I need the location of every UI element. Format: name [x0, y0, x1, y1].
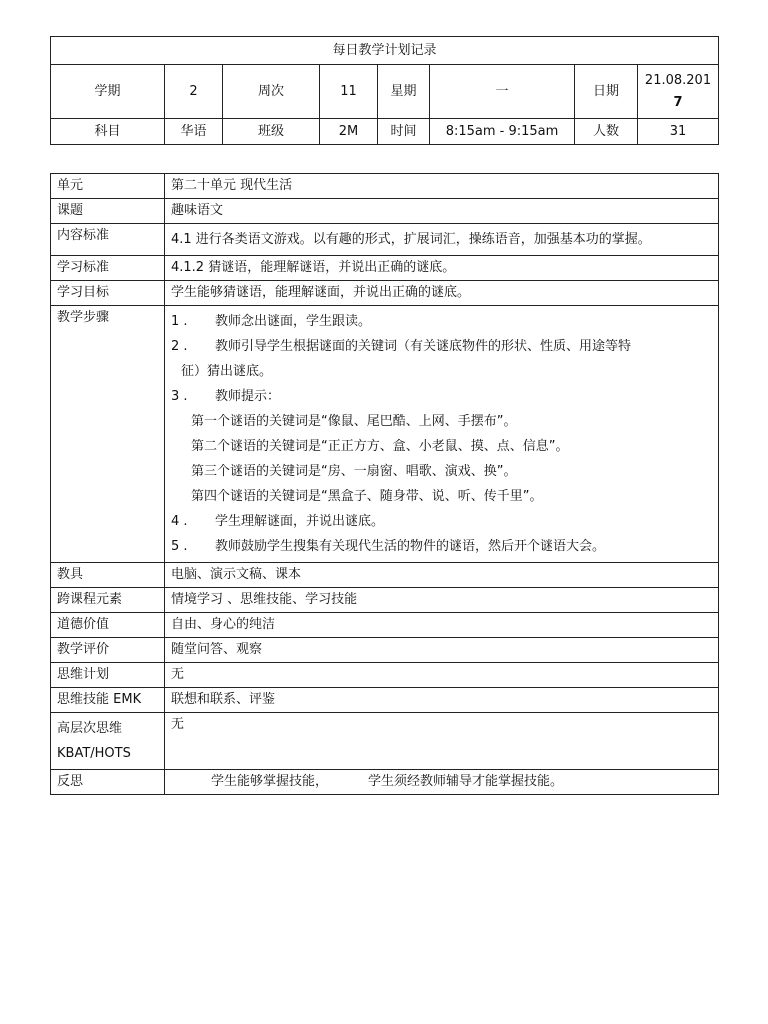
count-value: 31 — [638, 119, 719, 145]
date-value — [638, 65, 719, 119]
date-label: 日期 — [575, 65, 638, 119]
subject-value: 华语 — [165, 119, 223, 145]
cross-curricular-label: 跨课程元素 — [51, 588, 165, 613]
date-value-line2: 7 — [673, 94, 683, 110]
date-value-line1: 21.08.201 — [644, 72, 712, 88]
term-value: 2 — [165, 65, 223, 119]
step-text: 学生理解谜面，并说出谜底。 — [215, 514, 385, 529]
hint-line: 第二个谜语的关键词是“正正方方、盒、小老鼠、摸、点、信息”。 — [191, 439, 569, 454]
teaching-aids-value: 电脑、演示文稿、课本 — [165, 563, 719, 588]
step-text: 教师鼓励学生搜集有关现代生活的物件的谜语，然后开个谜语大会。 — [215, 539, 606, 554]
header-table — [50, 36, 719, 145]
moral-values-label: 道德价值 — [51, 613, 165, 638]
learning-standard-value: 4.1.2 猜谜语，能理解谜语，并说出正确的谜底。 — [165, 256, 719, 281]
time-value: 8:15am - 9:15am — [430, 119, 575, 145]
hots-value: 无 — [165, 713, 719, 770]
hint-line: 第四个谜语的关键词是“黑盒子、随身带、说、听、传千里”。 — [191, 489, 543, 504]
unit-label: 单元 — [51, 174, 165, 199]
thinking-plan-label: 思维计划 — [51, 663, 165, 688]
hots-label-line1: 高层次思维 — [57, 721, 123, 736]
cross-curricular-value: 情境学习 、思维技能、学习技能 — [165, 588, 719, 613]
step-item — [171, 309, 712, 334]
step-number: 3 . — [171, 389, 188, 404]
subject-label: 科目 — [51, 119, 165, 145]
learning-objective-value: 学生能够猜谜语，能理解谜面，并说出正确的谜底。 — [165, 281, 719, 306]
unit-value: 第二十单元 现代生活 — [165, 174, 719, 199]
thinking-plan-value: 无 — [165, 663, 719, 688]
step-number: 2 . — [171, 339, 188, 354]
assessment-value: 随堂问答、观察 — [165, 638, 719, 663]
thinking-skills-value: 联想和联系、评鉴 — [165, 688, 719, 713]
hots-label — [51, 713, 165, 770]
topic-value: 趣味语文 — [165, 199, 719, 224]
step-text: 教师引导学生根据谜面的关键词（有关谜底物件的形状、性质、用途等特 — [215, 339, 632, 354]
day-label: 星期 — [378, 65, 430, 119]
hint-line: 第一个谜语的关键词是“像鼠、尾巴酷、上网、手摆布”。 — [191, 414, 517, 429]
reflection-value-2: 学生须经教师辅导才能掌握技能。 — [368, 774, 564, 789]
document-title: 每日教学计划记录 — [51, 37, 719, 65]
week-value: 11 — [320, 65, 378, 119]
step-number: 1 . — [171, 314, 188, 329]
teaching-aids-label: 教具 — [51, 563, 165, 588]
step-text: 教师念出谜面，学生跟读。 — [215, 314, 372, 329]
day-value: 一 — [430, 65, 575, 119]
week-label: 周次 — [223, 65, 320, 119]
count-label: 人数 — [575, 119, 638, 145]
step-item — [171, 534, 712, 559]
class-value: 2M — [320, 119, 378, 145]
step-number: 4 . — [171, 514, 188, 529]
step-text: 教师提示： — [215, 389, 281, 404]
step-number: 5 . — [171, 539, 188, 554]
content-standard-label: 内容标准 — [51, 224, 165, 256]
step-continuation: 征）猜出谜底。 — [181, 364, 273, 379]
moral-values-value: 自由、身心的纯洁 — [165, 613, 719, 638]
plan-table — [50, 173, 719, 795]
reflection-value-1: 学生能够掌握技能， — [211, 774, 329, 789]
reflection-value — [165, 770, 719, 795]
steps-label: 教学步骤 — [51, 306, 165, 563]
step-item — [171, 334, 712, 359]
hint-line: 第三个谜语的关键词是“房、一扇窗、唱歌、演戏、换”。 — [191, 464, 517, 479]
time-label: 时间 — [378, 119, 430, 145]
thinking-skills-label: 思维技能 EMK — [51, 688, 165, 713]
step-item — [171, 509, 712, 534]
topic-label: 课题 — [51, 199, 165, 224]
hots-label-line2: KBAT/HOTS — [57, 746, 131, 761]
content-standard-value: 4.1 进行各类语文游戏。以有趣的形式，扩展词汇，操练语音，加强基本功的掌握。 — [165, 224, 719, 256]
term-label: 学期 — [51, 65, 165, 119]
learning-standard-label: 学习标准 — [51, 256, 165, 281]
reflection-label: 反思 — [51, 770, 165, 795]
learning-objective-label: 学习目标 — [51, 281, 165, 306]
step-item — [171, 384, 712, 409]
class-label: 班级 — [223, 119, 320, 145]
assessment-label: 教学评价 — [51, 638, 165, 663]
steps-value — [165, 306, 719, 563]
